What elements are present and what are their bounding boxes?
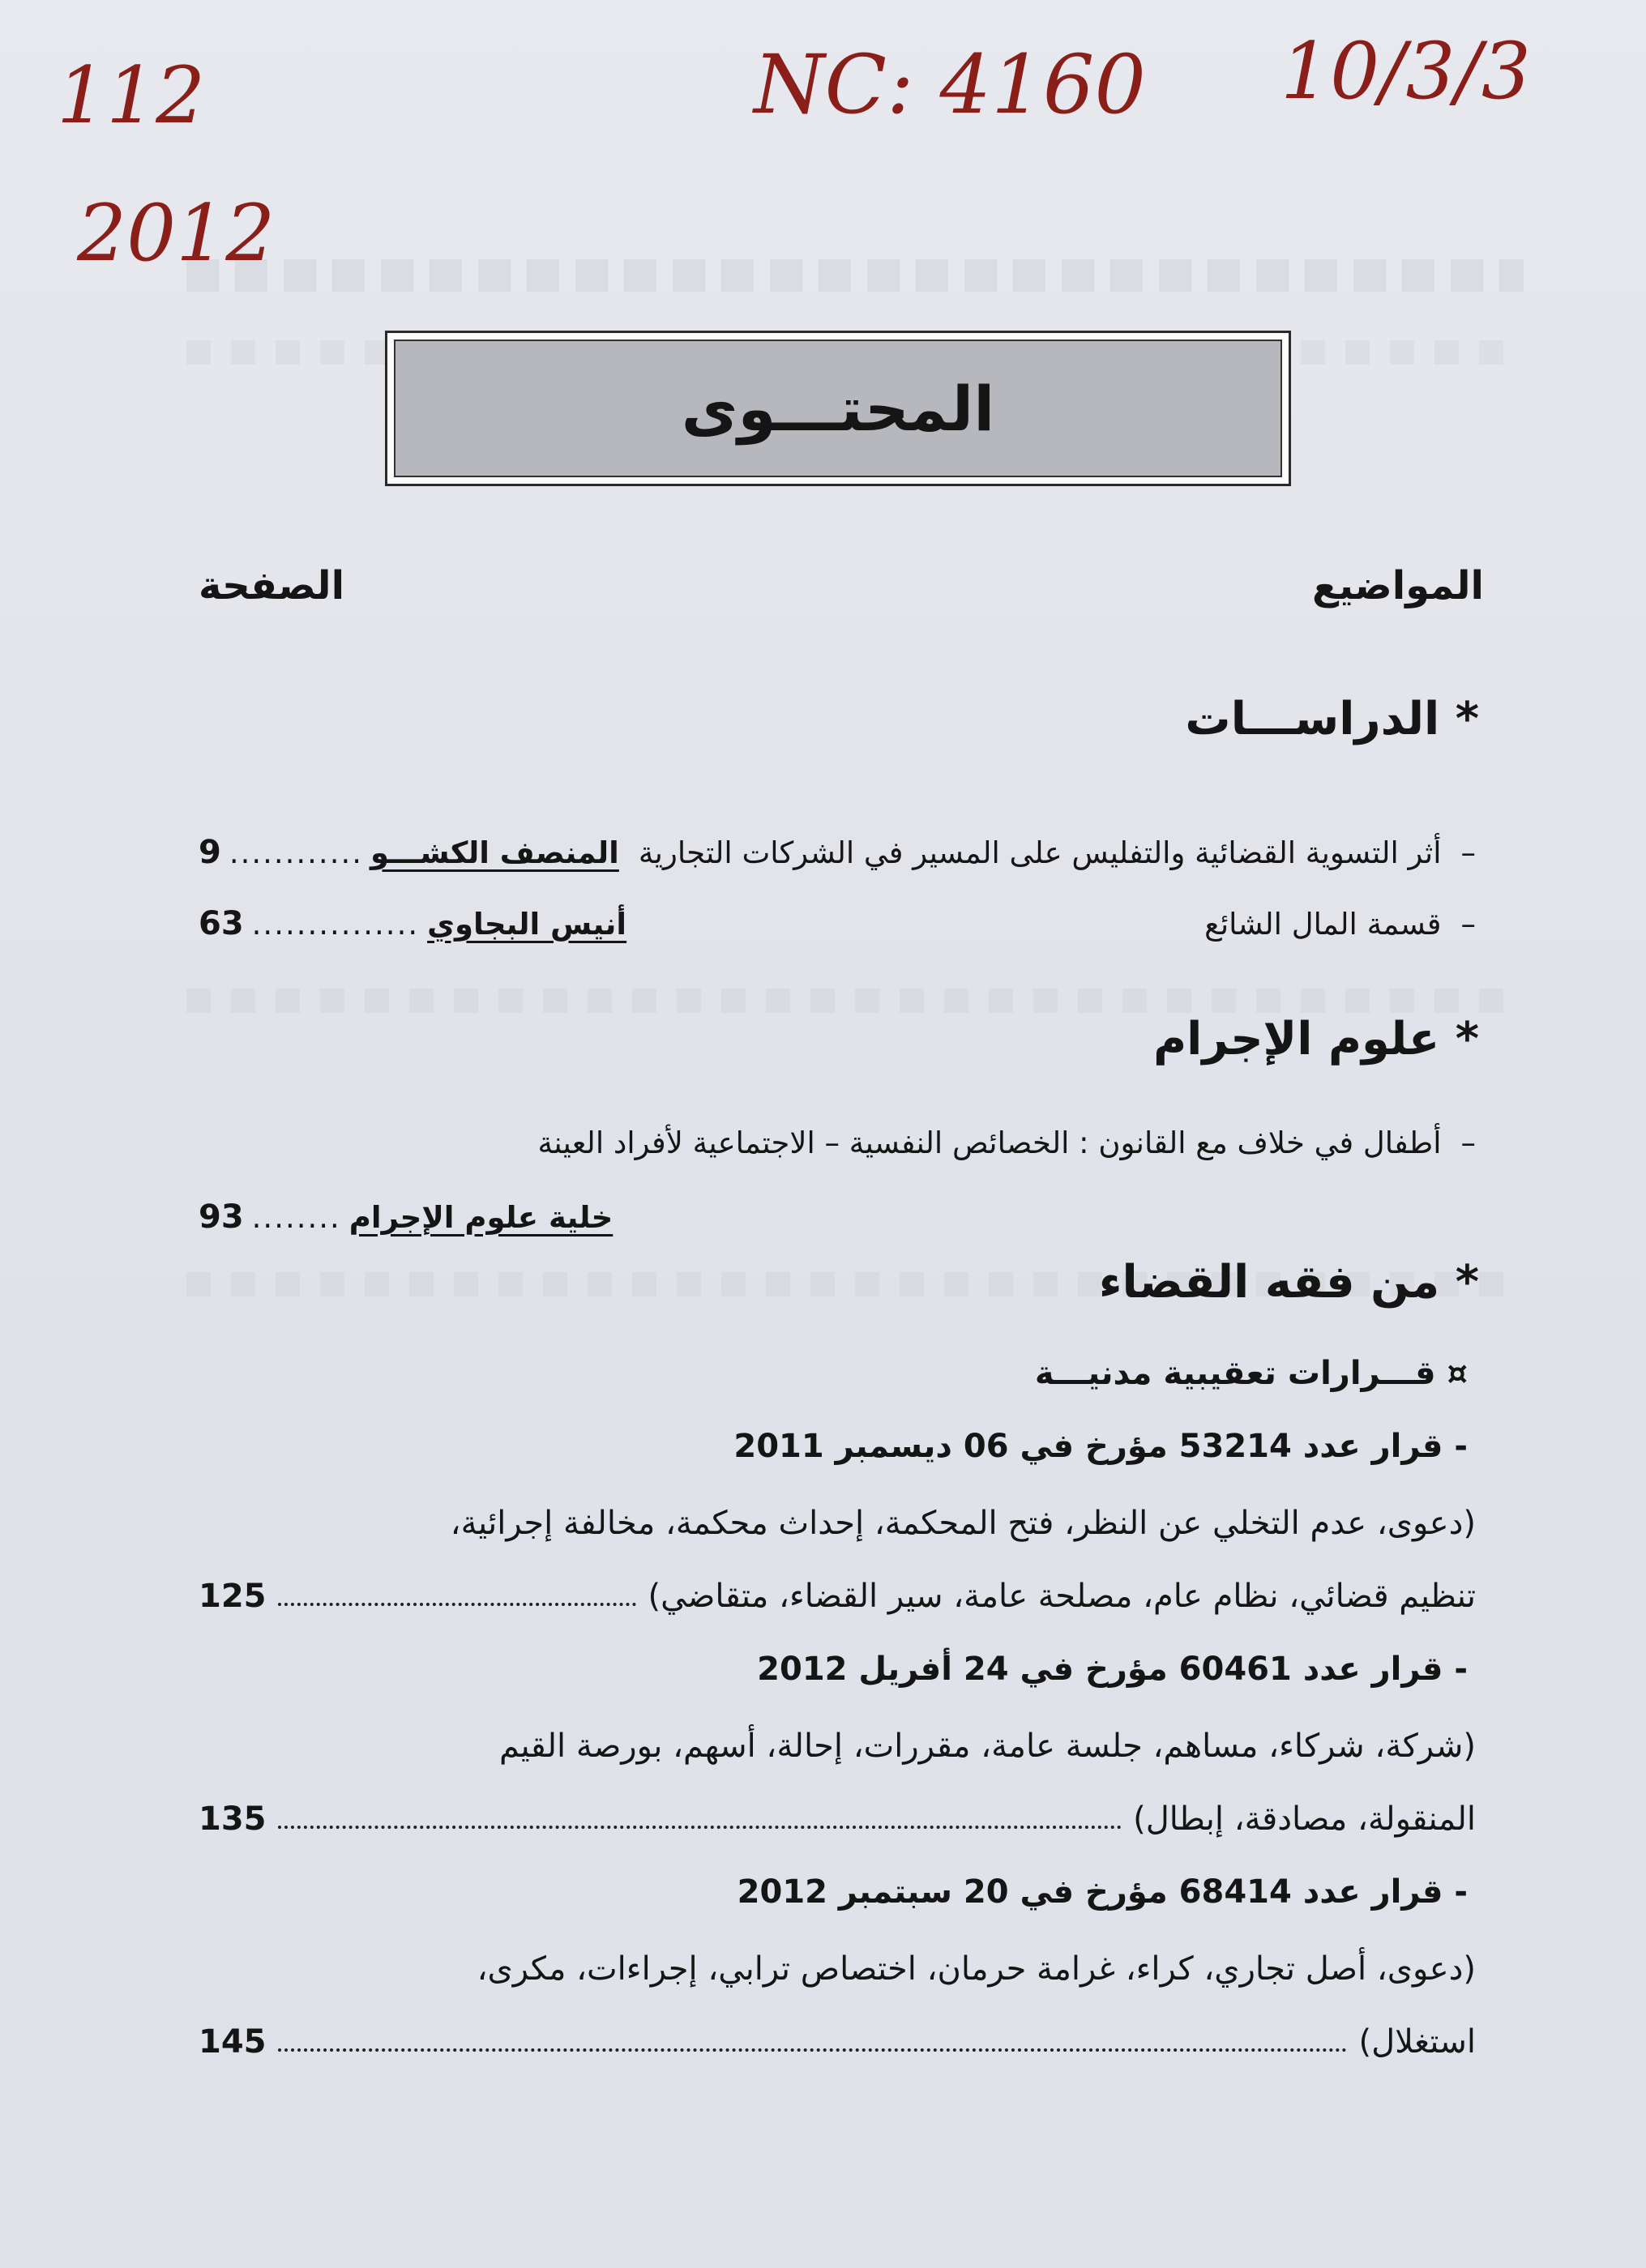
dot-leader — [278, 1809, 1122, 1829]
decision-keywords: (دعوى، أصل تجاري، كراء، غرامة حرمان، اختصاص ترابي، إجراءات، مكرى، — [477, 1950, 1476, 1988]
handwritten-number: 112 — [57, 50, 206, 141]
entry-page: 9 — [199, 834, 221, 871]
decision-title: - قرار عدد 60461 مؤرخ في 24 أفريل 2012 — [757, 1651, 1468, 1688]
page-title: المحتـــوى — [681, 372, 995, 445]
entry-title: أطفال في خلاف مع القانون : الخصائص النفسية – الاجتماعية لأفراد العينة — [537, 1125, 1442, 1160]
dot-leader — [278, 1587, 637, 1606]
decision-keywords-tail: استغلال) — [1358, 2023, 1476, 2061]
decision-page: 125 — [199, 1578, 267, 1615]
entry-title: قسمة المال الشائع — [1204, 906, 1442, 942]
decision-title: - قرار عدد 68414 مؤرخ في 20 سبتمبر 2012 — [737, 1873, 1468, 1911]
bleed-through-line — [186, 989, 1524, 1013]
section-heading-studies: * الدراســـات — [1185, 693, 1479, 745]
entry-dots: ........ — [251, 1199, 341, 1235]
entry-dots: ............... — [251, 906, 420, 942]
entry-title: أثر التسوية القضائية والتفليس على المسير في الشركات التجارية — [638, 835, 1442, 870]
entry-dash: – — [1460, 835, 1476, 870]
toc-entry — [199, 1117, 1476, 1168]
decision-page: 145 — [199, 2023, 267, 2061]
section-heading-jurisprudence: * من فقه القضاء — [1098, 1256, 1479, 1309]
handwritten-date: 10/3/3 — [1280, 26, 1531, 117]
decision-keywords: (دعوى، عدم التخلي عن النظر، فتح المحكمة، إحداث محكمة، مخالفة إجرائية، — [450, 1505, 1476, 1542]
entry-author: خلية علوم الإجرام — [348, 1199, 614, 1235]
entry-page: 93 — [199, 1198, 244, 1236]
dot-leader — [278, 2032, 1348, 2052]
entry-dash: – — [1460, 906, 1476, 942]
title-shade — [394, 340, 1282, 477]
decision-keywords-end — [199, 1791, 1476, 1847]
decision-keywords-end — [199, 1568, 1476, 1625]
toc-entry — [199, 826, 1476, 878]
entry-dash: – — [1460, 1125, 1476, 1160]
toc-entry-continuation — [199, 1191, 1476, 1243]
decision-keywords: (شركة، شركاء، مساهم، جلسة عامة، مقررات، إحالة، أسهم، بورصة القيم — [498, 1728, 1476, 1765]
bleed-through-line — [186, 259, 1524, 292]
entry-author: المنصف الكشـــو — [370, 835, 619, 870]
decision-title: - قرار عدد 53214 مؤرخ في 06 ديسمبر 2011 — [733, 1428, 1468, 1465]
decision-page: 135 — [199, 1800, 267, 1838]
title-box — [385, 331, 1291, 486]
handwritten-nc-code: NC: 4160 — [754, 37, 1146, 132]
decision-keywords-tail: المنقولة، مصادقة، إبطال) — [1133, 1800, 1476, 1838]
section-heading-criminology: * علوم الإجرام — [1153, 1013, 1479, 1066]
page-header: الصفحة — [199, 563, 345, 609]
decision-keywords-end — [199, 2014, 1476, 2070]
entry-author: أنيس البجاوي — [427, 906, 627, 942]
toc-entry — [199, 898, 1476, 950]
entry-dots: ............ — [229, 835, 363, 870]
handwritten-year: 2012 — [77, 188, 276, 279]
decision-keywords-tail: تنظيم قضائي، نظام عام، مصلحة عامة، سير القضاء، متقاضي) — [648, 1578, 1476, 1615]
subsection-heading: ¤ قـــرارات تعقيبية مدنيـــة — [1034, 1355, 1468, 1392]
entry-page: 63 — [199, 905, 244, 942]
topics-header: المواضيع — [1312, 563, 1484, 609]
